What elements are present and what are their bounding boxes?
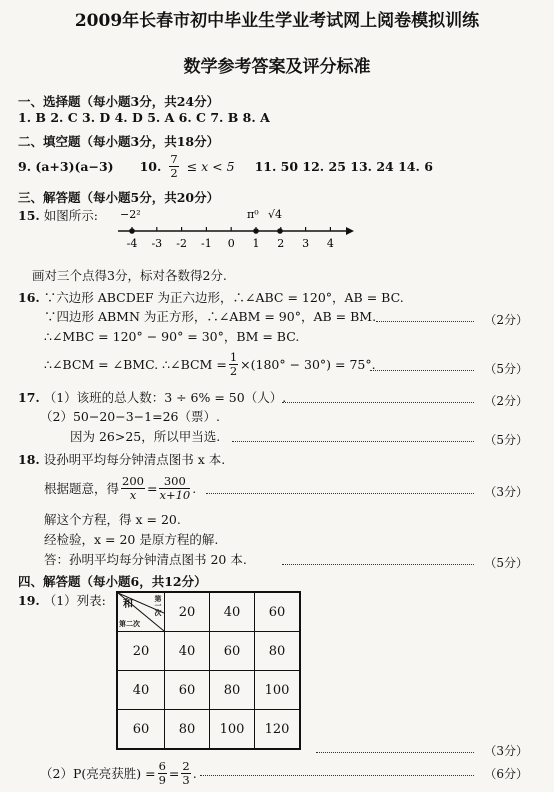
q18-f1-numerator: 200 bbox=[122, 473, 144, 488]
q16-label: 16. bbox=[18, 290, 40, 305]
q16-leader1 bbox=[376, 321, 474, 322]
q19-leader1 bbox=[316, 752, 474, 753]
q18-line2 bbox=[44, 470, 196, 506]
q16-score2: （5分） bbox=[484, 362, 528, 376]
q18-text1: 设孙明平均每分钟清点图书 x 本. bbox=[43, 452, 226, 467]
q10-denominator: 2 bbox=[170, 165, 178, 180]
section1-heading: 一、选择题（每小题3分，共24分） bbox=[18, 94, 220, 109]
q18-label: 18. bbox=[18, 452, 40, 467]
q11-14-answers: 11. 50 12. 25 13. 24 14. 6 bbox=[254, 158, 433, 174]
q19-text2: （2）P(亮亮获胜) = bbox=[40, 766, 156, 781]
q16-denominator: 2 bbox=[229, 363, 238, 378]
q19-f1-denominator: 9 bbox=[158, 772, 166, 787]
q16-line3: ∴∠MBC = 120° − 90° = 30°，BM = BC. bbox=[44, 329, 300, 344]
q16-line4 bbox=[44, 348, 376, 380]
corner-second-label: 第二次 bbox=[119, 619, 140, 628]
q10-fraction bbox=[169, 153, 178, 180]
q16-text4a: ∴∠BCM = ∠BMC. ∴∠BCM = bbox=[44, 356, 227, 372]
table-cell: 100 bbox=[255, 671, 301, 710]
q10-answer: ≤ x < 5 bbox=[186, 158, 235, 174]
q18-f1-denominator: x bbox=[129, 487, 137, 502]
q17-leader2 bbox=[232, 441, 474, 442]
q18-line1 bbox=[18, 450, 225, 468]
q10-numerator: 7 bbox=[170, 151, 178, 166]
q19-leader2 bbox=[200, 775, 474, 776]
q19-label: 19. bbox=[18, 593, 40, 608]
q17-score1: （2分） bbox=[484, 394, 528, 408]
section1-answers: 1. B 2. C 3. D 4. D 5. A 6. C 7. B 8. A bbox=[18, 110, 270, 125]
q19-fraction1 bbox=[158, 760, 167, 787]
table-row bbox=[117, 710, 300, 750]
q19-fraction2 bbox=[181, 760, 190, 787]
page-title: 2009年长春市初中毕业生学业考试网上阅卷模拟训练 bbox=[74, 11, 480, 31]
q16-fraction bbox=[229, 351, 238, 378]
col-header: 60 bbox=[255, 592, 301, 632]
axis-tick-label: 2 bbox=[277, 237, 285, 250]
q17-line1 bbox=[18, 388, 286, 406]
q17-leader1 bbox=[282, 402, 474, 403]
q18-f2-numerator: 300 bbox=[159, 475, 190, 489]
row-header: 60 bbox=[117, 710, 165, 750]
q9-answer: 9. (a+3)(a−3) bbox=[18, 158, 114, 174]
point-a-label: −2² bbox=[120, 208, 141, 221]
row-header: 40 bbox=[117, 671, 165, 710]
q17-text1: （1）该班的总人数：3 ÷ 6% = 50（人）. bbox=[43, 390, 287, 405]
axis-tick-label: -4 bbox=[126, 237, 138, 250]
axis-tick-label: 4 bbox=[326, 237, 334, 250]
section2-heading: 二、填空题（每小题3分，共18分） bbox=[18, 134, 220, 149]
axis-tick-label: 1 bbox=[252, 237, 260, 250]
q18-equals: = bbox=[146, 480, 158, 496]
point-a bbox=[129, 228, 135, 234]
q19-line1 bbox=[18, 591, 106, 609]
q17-line3: 因为 26>25，所以甲当选. bbox=[70, 429, 221, 444]
number-line bbox=[100, 206, 360, 252]
q18-leader1 bbox=[206, 493, 474, 494]
q19-score1: （3分） bbox=[484, 744, 528, 758]
point-b bbox=[253, 228, 259, 234]
table-header-row bbox=[117, 592, 300, 632]
q18-period: . bbox=[192, 480, 197, 496]
q15-text: 如图所示: bbox=[43, 208, 98, 223]
corner-first-label: 第一次 bbox=[154, 595, 163, 616]
section3-heading: 三、解答题（每小题5分，共20分） bbox=[18, 190, 220, 205]
q16-text1: ∵六边形 ABCDEF 为正六边形，∴∠ABC = 120°，AB = BC. bbox=[43, 290, 404, 305]
q17-score2: （5分） bbox=[484, 433, 528, 447]
table-cell: 100 bbox=[210, 710, 255, 750]
q19-text1: （1）列表: bbox=[43, 593, 106, 608]
corner-sum-label: 和 bbox=[123, 599, 133, 610]
q16-text4b: ×(180° − 30°) = 75°. bbox=[240, 356, 376, 372]
q19-score2: （6分） bbox=[484, 767, 528, 781]
q18-line4: 经检验，x = 20 是原方程的解. bbox=[44, 532, 219, 547]
row-header: 20 bbox=[117, 632, 165, 671]
q18-line3: 解这个方程，得 x = 20. bbox=[44, 512, 181, 527]
table-cell: 60 bbox=[210, 632, 255, 671]
q18-fraction1 bbox=[121, 475, 145, 502]
q16-score1: （2分） bbox=[484, 313, 528, 327]
q18-score1: （3分） bbox=[484, 485, 528, 499]
q18-fraction2 bbox=[159, 475, 190, 502]
q15-note: 画对三个点得3分，标对各数得2分. bbox=[32, 268, 227, 283]
q18-score2: （5分） bbox=[484, 556, 528, 570]
table-cell: 80 bbox=[210, 671, 255, 710]
table-corner-cell bbox=[117, 592, 165, 632]
table-row bbox=[117, 671, 300, 710]
axis-tick-label: 3 bbox=[302, 237, 310, 250]
table-row bbox=[117, 632, 300, 671]
axis-tick-label: -1 bbox=[201, 237, 212, 250]
point-b-label: π⁰ bbox=[247, 208, 259, 221]
q16-leader2 bbox=[370, 370, 474, 371]
q19-line2: （2）P(亮亮获胜) = $\frac{6}{9}$ = $\frac{2}{3}$ . bbox=[40, 758, 197, 787]
q18-f2-denominator: x+10 bbox=[159, 487, 191, 502]
point-c-label: √4 bbox=[268, 208, 283, 221]
table-cell: 40 bbox=[165, 632, 210, 671]
section4-heading: 四、解答题（每小题6，共12分） bbox=[18, 574, 207, 589]
q15-line bbox=[18, 206, 98, 224]
table-cell: 60 bbox=[165, 671, 210, 710]
col-header: 40 bbox=[210, 592, 255, 632]
axis-arrow bbox=[346, 227, 354, 235]
q19-f2-denominator: 3 bbox=[182, 772, 190, 787]
sum-table bbox=[116, 591, 301, 750]
q16-line2: ∵四边形 ABMN 为正方形，∴∠ABM = 90°，AB = BM. bbox=[44, 309, 377, 324]
section2-answers bbox=[18, 150, 433, 182]
table-cell: 80 bbox=[255, 632, 301, 671]
table-cell: 120 bbox=[255, 710, 301, 750]
q10-label: 10. bbox=[139, 158, 162, 174]
axis-tick-label: 0 bbox=[227, 237, 235, 250]
point-c bbox=[277, 228, 283, 234]
q18-line5: 答：孙明平均每分钟清点图书 20 本. bbox=[44, 552, 247, 567]
q18-text2: 根据题意，得 bbox=[44, 481, 120, 496]
q18-leader2 bbox=[282, 564, 474, 565]
table-cell: 80 bbox=[165, 710, 210, 750]
axis-tick-label: -2 bbox=[176, 237, 187, 250]
q16-line1 bbox=[18, 288, 404, 306]
q19-f1-numerator: 6 bbox=[158, 758, 166, 773]
page-subtitle: 数学参考答案及评分标准 bbox=[183, 57, 371, 77]
q15-label: 15. bbox=[18, 208, 40, 223]
q17-label: 17. bbox=[18, 390, 40, 405]
axis-tick-label: -3 bbox=[151, 237, 163, 250]
col-header: 20 bbox=[165, 592, 210, 632]
q17-line2: （2）50−20−3−1=26（票）. bbox=[40, 409, 220, 424]
q19-f2-numerator: 2 bbox=[182, 758, 190, 773]
q16-numerator: 1 bbox=[229, 349, 238, 364]
